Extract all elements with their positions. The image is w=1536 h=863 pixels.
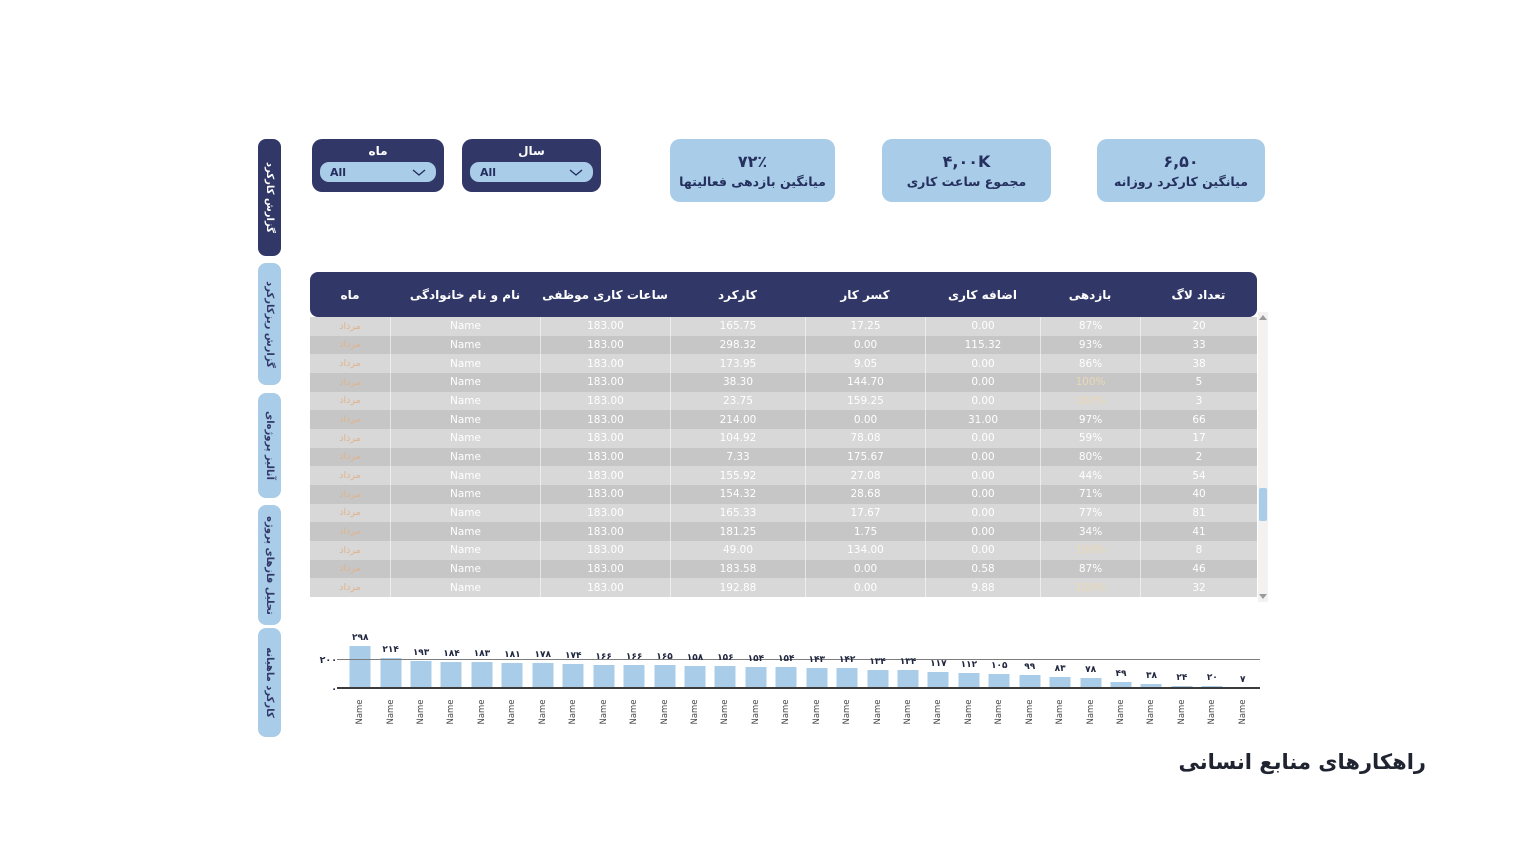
bar-category-label: Name [781, 699, 792, 725]
month-filter-value: All [330, 165, 347, 179]
table-cell: 54 [1140, 466, 1257, 485]
table-cell: 183.00 [540, 448, 670, 467]
table-row[interactable] [310, 336, 1257, 355]
table-cell: 0.00 [805, 560, 925, 579]
bar[interactable] [502, 663, 523, 689]
table-cell: 0.00 [925, 392, 1040, 411]
table-cell: 78.08 [805, 429, 925, 448]
table-cell: مرداد [339, 488, 361, 500]
table-cell: مرداد [339, 414, 361, 426]
table-cell: 165.33 [670, 504, 805, 523]
bar[interactable] [563, 664, 584, 689]
bar-value-label: ۱۳۴ [869, 656, 886, 667]
bar-value-label: ۷۸ [1085, 664, 1097, 675]
table-cell: 181.25 [670, 522, 805, 541]
table-cell: مرداد [339, 563, 361, 575]
sidebar-tab-label: کارکرد ماهیانه [264, 647, 276, 718]
table-cell: 5 [1140, 373, 1257, 392]
sidebar-tab-label: آنالیز پروژه‌ای [264, 411, 276, 480]
table-cell: 0.00 [925, 541, 1040, 560]
table-cell: 100% [1040, 392, 1140, 411]
bar-value-label: ۱۶۶ [595, 651, 612, 662]
bar[interactable] [806, 668, 827, 689]
table-cell: 87% [1040, 317, 1140, 336]
bar[interactable] [411, 661, 432, 689]
bar[interactable] [532, 663, 553, 689]
bar-value-label: ۱۵۴ [778, 653, 795, 664]
bar-category-label: Name [568, 699, 579, 725]
table-cell: 40 [1140, 485, 1257, 504]
bar-value-label: ۹۹ [1024, 661, 1036, 672]
bar-value-label: ۱۷۴ [564, 650, 582, 661]
table-cell: 0.00 [805, 336, 925, 355]
bar-slot [954, 630, 984, 725]
column-header[interactable]: اضافه کاری [948, 287, 1017, 302]
table-cell: 192.88 [670, 578, 805, 597]
table-cell: Name [390, 504, 540, 523]
table-cell: 0.00 [805, 578, 925, 597]
bar-value-label: ۱۷۸ [534, 650, 552, 661]
table-cell: 9.05 [805, 354, 925, 373]
table-cell: 3 [1140, 392, 1257, 411]
bar-category-label: Name [1146, 699, 1157, 725]
bar-category-label: Name [659, 699, 670, 725]
table-cell: Name [390, 448, 540, 467]
bar-category-label: Name [842, 699, 853, 725]
bar-category-label: Name [1176, 699, 1187, 725]
table-cell: 298.32 [670, 336, 805, 355]
bar-value-label: ۱۵۶ [717, 653, 734, 664]
table-cell: 17.25 [805, 317, 925, 336]
month-filter-dropdown[interactable] [320, 162, 436, 182]
column-header[interactable]: تعداد لاگ [1171, 287, 1226, 302]
column-header[interactable]: ماه [340, 287, 360, 302]
table-cell: 115.32 [925, 336, 1040, 355]
bar-category-label: Name [537, 699, 548, 725]
table-cell: 31.00 [925, 410, 1040, 429]
table-cell: 17 [1140, 429, 1257, 448]
table-row[interactable] [310, 578, 1257, 597]
bar-category-label: Name [1055, 699, 1066, 725]
bar-value-label: ۱۵۴ [747, 653, 765, 664]
bar[interactable] [593, 665, 614, 689]
table-cell: Name [390, 317, 540, 336]
table-cell: Name [390, 410, 540, 429]
table-cell: 23.75 [670, 392, 805, 411]
bar-category-label: Name [355, 699, 366, 725]
table-cell: 154.32 [670, 485, 805, 504]
bar-category-label: Name [1207, 699, 1218, 725]
table-row[interactable] [310, 373, 1257, 392]
table-row[interactable] [310, 560, 1257, 579]
column-header[interactable]: کسر کار [840, 287, 890, 302]
table-cell: 32 [1140, 578, 1257, 597]
table-cell: 100% [1040, 578, 1140, 597]
table-cell: 2 [1140, 448, 1257, 467]
bar-value-label: ۱۵۸ [686, 653, 704, 664]
table-cell: Name [390, 336, 540, 355]
table-cell: 100% [1040, 541, 1140, 560]
bar[interactable] [745, 667, 766, 689]
bar-category-label: Name [446, 699, 457, 725]
bar-value-label: ۲۹۸ [351, 632, 369, 643]
table-cell: 41 [1140, 522, 1257, 541]
bar-category-label: Name [689, 699, 700, 725]
kpi-total-working-hours [882, 139, 1051, 202]
bar-category-label: Name [872, 699, 883, 725]
table-cell: 183.00 [540, 392, 670, 411]
bar-category-label: Name [1085, 699, 1096, 725]
table-cell: 0.00 [925, 522, 1040, 541]
year-filter [462, 139, 601, 192]
bar-value-label: ۱۱۷ [930, 659, 947, 670]
table-cell: 17.67 [805, 504, 925, 523]
bar-value-label: ۱۳۴ [899, 656, 917, 667]
table-cell: 0.58 [925, 560, 1040, 579]
year-filter-dropdown[interactable] [470, 162, 593, 182]
bar-value-label: ۲۱۴ [382, 644, 399, 655]
table-header-row [310, 272, 1257, 317]
table-cell: 183.00 [540, 504, 670, 523]
bar-value-label: ۱۸۱ [504, 649, 521, 660]
bar-value-label: ۱۴۲ [838, 655, 856, 666]
table-cell: 80% [1040, 448, 1140, 467]
table-cell: 0.00 [925, 354, 1040, 373]
table-cell: مرداد [339, 582, 361, 594]
table-cell: 46 [1140, 560, 1257, 579]
chevron-down-icon [569, 169, 583, 176]
kpi-avg-daily-work [1097, 139, 1265, 202]
table-cell: Name [390, 560, 540, 579]
monthly-work-bar-chart [319, 630, 1258, 725]
table-row[interactable] [310, 429, 1257, 448]
bar-category-label: Name [811, 699, 822, 725]
bar-value-label: ۱۰۵ [991, 660, 1008, 671]
table-cell: Name [390, 522, 540, 541]
table-cell: مرداد [339, 470, 361, 482]
bar[interactable] [776, 667, 797, 689]
bar-category-label: Name [598, 699, 609, 725]
table-cell: 71% [1040, 485, 1140, 504]
work-report-table [310, 272, 1257, 597]
table-scrollbar[interactable] [1258, 312, 1268, 602]
table-row[interactable] [310, 522, 1257, 541]
table-cell: 183.00 [540, 429, 670, 448]
table-cell: Name [390, 578, 540, 597]
bar-value-label: ۱۶۶ [625, 651, 643, 662]
table-cell: 183.00 [540, 560, 670, 579]
bar-category-label: Name [1116, 699, 1127, 725]
table-cell: 183.58 [670, 560, 805, 579]
table-cell: مرداد [339, 432, 361, 444]
sidebar-tab-project-analysis[interactable] [258, 393, 281, 498]
bar-category-label: Name [720, 699, 731, 725]
table-cell: 155.92 [670, 466, 805, 485]
table-cell: 0.00 [925, 317, 1040, 336]
table-cell: 20 [1140, 317, 1257, 336]
table-cell: 183.00 [540, 466, 670, 485]
table-cell: 183.00 [540, 578, 670, 597]
bar[interactable] [715, 666, 736, 689]
bar-category-label: Name [385, 699, 396, 725]
kpi-label: میانگین کارکرد روزانه [1114, 174, 1248, 189]
bar-value-label: ۲۰ [1206, 673, 1218, 684]
kpi-avg-activity-efficiency [670, 139, 835, 202]
table-cell: Name [390, 373, 540, 392]
table-cell: Name [390, 429, 540, 448]
bar[interactable] [380, 658, 401, 689]
table-cell: 183.00 [540, 522, 670, 541]
kpi-value: ۴,۰۰K [942, 152, 991, 171]
bar[interactable] [441, 662, 462, 689]
table-cell: 183.00 [540, 410, 670, 429]
table-cell: 38.30 [670, 373, 805, 392]
table-cell: مرداد [339, 395, 361, 407]
table-cell: 1.75 [805, 522, 925, 541]
bar-value-label: ۴۹ [1115, 668, 1127, 679]
bar[interactable] [837, 668, 858, 689]
table-cell: مرداد [339, 507, 361, 519]
bar-category-label: Name [507, 699, 518, 725]
y-axis-tick-0: ۰ [331, 684, 337, 695]
table-cell: 0.00 [925, 429, 1040, 448]
table-cell: مرداد [339, 544, 361, 556]
table-cell: 0.00 [925, 448, 1040, 467]
kpi-value: ۶,۵۰ [1163, 152, 1199, 171]
bar[interactable] [654, 665, 675, 689]
table-cell: 34% [1040, 522, 1140, 541]
table-cell: 59% [1040, 429, 1140, 448]
table-cell: مرداد [339, 358, 361, 370]
table-row[interactable] [310, 448, 1257, 467]
table-cell: 27.08 [805, 466, 925, 485]
report-title: راهکارهای منابع انسانی [1178, 750, 1426, 774]
table-cell: 214.00 [670, 410, 805, 429]
month-filter [312, 139, 444, 192]
bar-category-label: Name [994, 699, 1005, 725]
bar-value-label: ۲۴ [1176, 672, 1188, 683]
sidebar-tab-work-report[interactable] [258, 139, 281, 256]
table-cell: 33 [1140, 336, 1257, 355]
year-filter-value: All [480, 165, 497, 179]
bar[interactable] [684, 666, 705, 689]
table-row[interactable] [310, 410, 1257, 429]
bar-value-label: ۳۸ [1145, 670, 1157, 681]
bar-value-label: ۱۹۳ [412, 648, 430, 659]
chevron-down-icon [412, 169, 426, 176]
table-cell: مرداد [339, 526, 361, 538]
bar-value-label: ۱۸۴ [443, 649, 460, 660]
table-cell: 173.95 [670, 354, 805, 373]
bar[interactable] [471, 662, 492, 689]
y-axis-tick-200: ۲۰۰ [319, 655, 337, 666]
bar-category-label: Name [902, 699, 913, 725]
table-cell: 93% [1040, 336, 1140, 355]
table-cell: Name [390, 541, 540, 560]
sidebar-tab-monthly-work[interactable] [258, 628, 281, 737]
table-row[interactable] [310, 317, 1257, 336]
table-cell: Name [390, 354, 540, 373]
table-cell: 81 [1140, 504, 1257, 523]
table-cell: مرداد [339, 339, 361, 351]
table-cell: مرداد [339, 320, 361, 332]
kpi-value: ۷۲٪ [737, 152, 768, 171]
bar-value-label: ۱۶۵ [656, 652, 673, 663]
table-cell: Name [390, 466, 540, 485]
table-row[interactable] [310, 392, 1257, 411]
table-row[interactable] [310, 504, 1257, 523]
bar-value-label: ۸۳ [1054, 663, 1066, 674]
scroll-down-icon[interactable] [1259, 594, 1267, 599]
bar-category-label: Name [1237, 699, 1248, 725]
bar-category-label: Name [963, 699, 974, 725]
table-cell: 0.00 [925, 466, 1040, 485]
table-cell: 183.00 [540, 354, 670, 373]
sidebar-tab-detailed-work-report[interactable] [258, 263, 281, 385]
table-cell: 183.00 [540, 336, 670, 355]
table-cell: 28.68 [805, 485, 925, 504]
column-header[interactable]: کارکرد [718, 287, 757, 302]
bar[interactable] [624, 665, 645, 689]
bar-category-label: Name [416, 699, 427, 725]
table-cell: 0.00 [805, 410, 925, 429]
sidebar-tab-label: تحلیل فازهای پروژه [264, 515, 275, 615]
kpi-label: مجموع ساعت کاری [906, 174, 1027, 189]
bar-value-label: ۱۸۳ [473, 649, 491, 660]
table-cell: 44% [1040, 466, 1140, 485]
table-cell: Name [390, 392, 540, 411]
table-cell: 0.00 [925, 504, 1040, 523]
table-row[interactable] [310, 466, 1257, 485]
table-cell: 8 [1140, 541, 1257, 560]
sidebar-tab-label: گزارش کارکرد [264, 162, 275, 233]
month-filter-label: ماه [368, 144, 388, 158]
table-cell: 0.00 [925, 485, 1040, 504]
column-header[interactable]: ساعات کاری موظفی [542, 287, 668, 302]
column-header[interactable]: نام و نام خانوادگی [409, 287, 521, 302]
table-cell: 7.33 [670, 448, 805, 467]
table-cell: 66 [1140, 410, 1257, 429]
table-cell: 183.00 [540, 317, 670, 336]
table-cell: 49.00 [670, 541, 805, 560]
scrollbar-thumb[interactable] [1259, 488, 1267, 521]
year-filter-label: سال [518, 144, 545, 158]
table-row[interactable] [310, 541, 1257, 560]
table-cell: 38 [1140, 354, 1257, 373]
bar-category-label: Name [629, 699, 640, 725]
sidebar-tab-project-phases-analysis[interactable] [258, 505, 281, 625]
bar[interactable] [350, 646, 371, 689]
table-cell: 0.00 [925, 373, 1040, 392]
x-axis-line [337, 687, 1260, 689]
table-row[interactable] [310, 485, 1257, 504]
table-cell: 87% [1040, 560, 1140, 579]
bar-value-label: ۷ [1240, 675, 1246, 685]
table-cell: مرداد [339, 451, 361, 463]
table-cell: 144.70 [805, 373, 925, 392]
table-row[interactable] [310, 354, 1257, 373]
table-cell: 175.67 [805, 448, 925, 467]
bar-category-label: Name [750, 699, 761, 725]
table-cell: Name [390, 485, 540, 504]
bar-category-label: Name [476, 699, 487, 725]
table-cell: 134.00 [805, 541, 925, 560]
kpi-label: میانگین بازدهی فعالیتها [679, 174, 826, 189]
table-cell: 104.92 [670, 429, 805, 448]
table-cell: 97% [1040, 410, 1140, 429]
table-cell: 165.75 [670, 317, 805, 336]
table-cell: 183.00 [540, 485, 670, 504]
bar-value-label: ۱۴۳ [808, 655, 825, 666]
scroll-up-icon[interactable] [1259, 315, 1267, 320]
table-cell: 159.25 [805, 392, 925, 411]
sidebar-tab-label: گزارش ریزکارکرد [264, 280, 276, 368]
bar-category-label: Name [1024, 699, 1035, 725]
column-header[interactable]: بازدهی [1068, 287, 1112, 302]
table-cell: 86% [1040, 354, 1140, 373]
table-cell: 77% [1040, 504, 1140, 523]
bar-category-label: Name [933, 699, 944, 725]
table-cell: 183.00 [540, 373, 670, 392]
table-cell: 183.00 [540, 541, 670, 560]
table-cell: مرداد [339, 376, 361, 388]
table-body [310, 317, 1257, 597]
table-cell: 9.88 [925, 578, 1040, 597]
table-cell: 100% [1040, 373, 1140, 392]
bar-value-label: ۱۱۲ [960, 659, 978, 670]
